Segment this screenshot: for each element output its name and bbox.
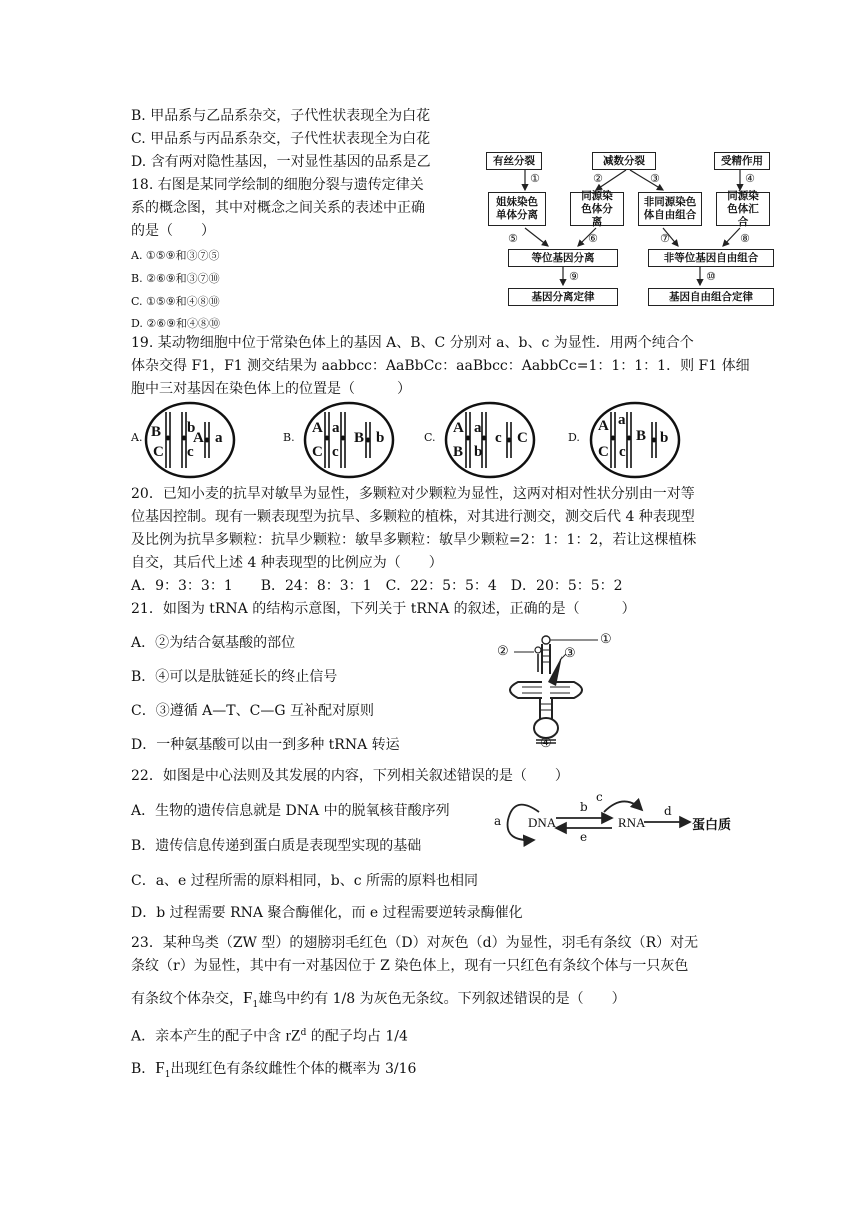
dogma-label-b: b [580, 800, 588, 814]
q21-option-d: D．一种氨基酸可以由一到多种 tRNA 转运 [131, 737, 400, 753]
q22-option-a: A．生物的遗传信息就是 DNA 中的脱氧核苷酸序列 [131, 803, 450, 819]
q19-label-d: D. [568, 431, 580, 444]
label-n8: ⑧ [740, 232, 750, 245]
q18-stem-line3: 的是（ ） [131, 223, 215, 239]
gene-b: b [660, 430, 669, 446]
homolog-meet-box: 同源染色体汇合 [716, 192, 770, 226]
q20-stem-line3: 及比例为抗旱多颗粒：抗旱少颗粒：敏旱多颗粒：敏旱少颗粒=2：1：1：2，若让这棵植株 [131, 532, 697, 548]
trna-label-2: ② [497, 644, 509, 659]
q18-option-a: A. ①⑤⑨和③⑦⑤ [131, 249, 220, 262]
gene-B: B [354, 430, 365, 446]
q19-stem-line2: 体杂交得 F1，F1 测交结果为 aabbcc：AaBbCc：aaBbcc：AabbCc=1：1：1：1．则 F1 体细 [131, 358, 750, 374]
q19-stem-line3: 胞中三对基因在染色体上的位置是（ ） [131, 381, 411, 397]
label-n1: ① [530, 172, 540, 185]
q23-stem-line3 [131, 988, 626, 1015]
q18-option-c: C. ①⑤⑨和④⑧⑩ [131, 295, 220, 308]
segregation-law-box: 基因分离定律 [508, 288, 618, 306]
q22-option-d: D．b 过程需要 RNA 聚合酶催化，而 e 过程需要逆转录酶催化 [131, 905, 523, 921]
trna-label-4: ④ [540, 736, 552, 751]
label-n4: ④ [745, 172, 755, 185]
q22-stem: 22．如图是中心法则及其发展的内容，下列相关叙述错误的是（ ） [131, 768, 569, 784]
q18-option-b: B. ②⑥⑨和③⑦⑩ [131, 272, 220, 285]
diagram-arrows [478, 150, 778, 310]
q17-option-d: D. 含有两对隐性基因，一对显性基因的品系是乙 [131, 154, 431, 170]
q19-cell-a [143, 400, 237, 480]
q23-stem-line2: 条纹（r）为显性，其中有一对基因位于 Z 染色体上，现有一只红色有条纹个体与一只灰色 [131, 958, 689, 974]
label-n3: ③ [650, 172, 660, 185]
q23-optB-suffix: 出现红色有条纹雌性个体的概率为 3/16 [170, 1061, 417, 1077]
label-n7: ⑦ [660, 232, 670, 245]
q18-option-d: D. ②⑥⑨和④⑧⑩ [131, 317, 221, 330]
q23-optB-f1-symbol: F [155, 1058, 165, 1077]
dogma-dna: DNA [528, 815, 557, 830]
q20-stem-line1: 20．已知小麦的抗旱对敏旱为显性，多颗粒对少颗粒为显性，这两对相对性状分别由一对等 [131, 486, 695, 502]
gene-a: a [474, 420, 482, 436]
trna-label-3: ③ [564, 646, 576, 661]
q23-option-b [131, 1058, 416, 1085]
gene-a: a [215, 430, 223, 446]
q18-concept-diagram [478, 150, 778, 310]
nonhomolog-assortment-box: 非同源染色体自由组合 [638, 192, 702, 226]
gene-C: C [598, 444, 609, 460]
q22-option-c: C．a、e 过程所需的原料相同，b、c 所需的原料也相同 [131, 873, 479, 889]
q17-option-c: C. 甲品系与丙品系杂交，子代性状表现全为白花 [131, 131, 431, 147]
dogma-label-c: c [596, 790, 603, 804]
label-n2: ② [593, 172, 603, 185]
q19-label-a: A. [131, 431, 143, 444]
q23-f1-symbol: F [243, 988, 253, 1007]
gene-b: b [376, 430, 385, 446]
q23-optA-superscript: d [300, 1028, 307, 1038]
q21-stem: 21．如图为 tRNA 的结构示意图，下列关于 tRNA 的叙述，正确的是（ ） [131, 601, 636, 617]
gene-b: b [187, 420, 196, 436]
q22-option-b: B．遗传信息传递到蛋白质是表现型实现的基础 [131, 838, 422, 854]
trna-label-1: ① [600, 632, 612, 647]
fertilization-box: 受精作用 [714, 152, 770, 170]
independent-assortment-law-box: 基因自由组合定律 [648, 288, 774, 306]
homolog-separation-box: 同源染色体分离 [570, 192, 624, 226]
gene-A: A [598, 418, 609, 434]
label-n5: ⑤ [508, 232, 518, 245]
q18-stem-line1: 18. 右图是某同学绘制的细胞分裂与遗传定律关 [131, 177, 424, 193]
q19-cell-c [443, 400, 537, 480]
gene-B: B [151, 424, 162, 440]
q23-option-a [131, 1023, 408, 1047]
sister-chromatid-box: 姐妹染色单体分离 [488, 192, 546, 226]
q19-label-b: B. [283, 431, 295, 444]
q21-option-c: C．③遵循 A—T、C—G 互补配对原则 [131, 703, 374, 719]
label-n6: ⑥ [588, 232, 598, 245]
q23-optB-prefix: B． [131, 1061, 156, 1077]
gene-B: B [636, 428, 647, 444]
q23-stem-line1: 23．某种鸟类（ZW 型）的翅膀羽毛红色（D）对灰色（d）为显性，羽毛有条纹（R）对无 [131, 935, 699, 951]
q19-stem-line1: 19. 某动物细胞中位于常染色体上的基因 A、B、C 分别对 a、b、c 为显性．用两个纯合个 [131, 335, 694, 351]
q21-trna-diagram [492, 632, 622, 752]
meiosis-box: 减数分裂 [592, 152, 656, 170]
gene-b: b [474, 444, 483, 460]
dogma-label-e: e [580, 830, 588, 844]
q23-optA-suffix: 的配子均占 1/4 [306, 1028, 408, 1045]
q20-options: A．9：3：3：1 B．24：8：3：1 C．22：5：5：4 D．20：5：5：2 [131, 578, 623, 594]
gene-a: a [618, 412, 626, 428]
q17-option-b: B. 甲品系与乙品系杂交，子代性状表现全为白花 [131, 108, 431, 124]
q19-label-c: C. [424, 431, 436, 444]
gene-B: B [453, 444, 464, 460]
gene-C: C [517, 430, 528, 446]
q23-stem3-prefix: 有条纹个体杂交， [131, 991, 243, 1007]
gene-C: C [312, 444, 323, 460]
q21-option-a: A．②为结合氨基酸的部位 [131, 635, 296, 651]
dogma-label-a: a [494, 814, 502, 828]
q23-f1-subscript: 1 [252, 999, 259, 1010]
gene-C: C [153, 444, 164, 460]
dogma-label-d: d [664, 804, 672, 818]
q19-cell-d [588, 400, 682, 480]
nonallele-combination-box: 非等位基因自由组合 [648, 249, 774, 267]
gene-A: A [193, 430, 204, 446]
q18-stem-line2: 系的概念图，其中对概念之间关系的表述中正确 [131, 200, 425, 216]
q20-stem-line4: 自交，其后代上述 4 种表现型的比例应为（ ） [131, 555, 443, 571]
mitosis-box: 有丝分裂 [486, 152, 542, 170]
dogma-protein: 蛋白质 [692, 818, 732, 833]
gene-A: A [453, 420, 464, 436]
gene-a: a [332, 420, 340, 436]
q23-stem3-suffix: 雄鸟中约有 1/8 为灰色无条纹。下列叙述错误的是（ ） [258, 991, 626, 1007]
gene-c: c [495, 430, 502, 446]
dogma-rna: RNA [618, 815, 646, 830]
q19-cell-b [302, 400, 396, 480]
gene-A: A [312, 420, 323, 436]
q23-optB-f1-subscript: 1 [164, 1069, 171, 1080]
q22-central-dogma-diagram [494, 790, 734, 854]
q23-optA-prefix: A．亲本产生的配子中含 [131, 1028, 286, 1045]
gene-c: c [619, 444, 626, 460]
allele-separation-box: 等位基因分离 [508, 249, 618, 267]
label-n10: ⑩ [706, 270, 716, 283]
q20-stem-line2: 位基因控制。现有一颗表现型为抗旱、多颗粒的植株，对其进行测交，测交后代 4 种表现型 [131, 509, 695, 525]
q21-option-b: B．④可以是肽链延长的终止信号 [131, 669, 338, 685]
gene-c: c [187, 444, 194, 460]
gene-c: c [332, 444, 339, 460]
label-n9: ⑨ [569, 270, 579, 283]
q23-optA-gamete: rZ [285, 1027, 301, 1045]
